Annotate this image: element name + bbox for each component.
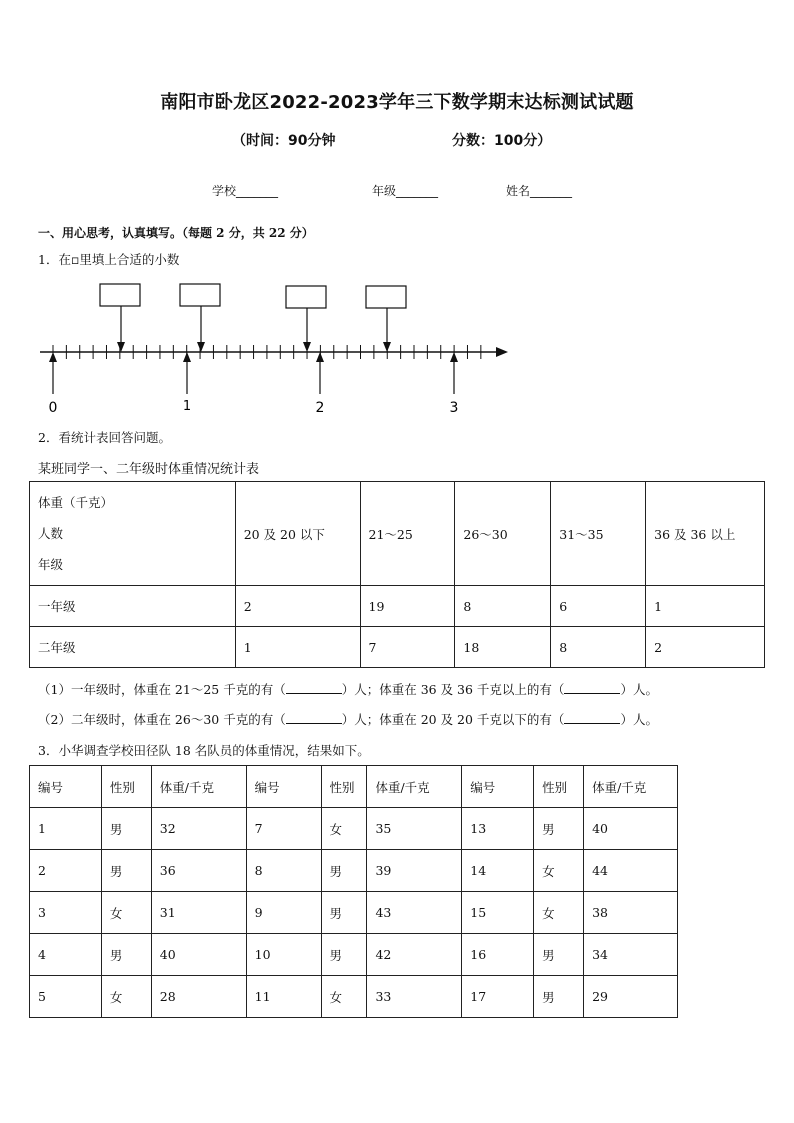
table-cell: 1 (646, 586, 765, 627)
column-header: 26～30 (455, 482, 551, 586)
section-heading: 一、用心思考，认真填写。（每题 2 分，共 22 分） (38, 226, 314, 240)
column-header: 21～25 (360, 482, 455, 586)
table-row (30, 934, 678, 976)
question-2: 2．看统计表回答问题。 (38, 430, 171, 445)
column-header: 体重/千克 (151, 766, 246, 808)
axis-label-0: 0 (48, 400, 58, 416)
table-cell: 女 (534, 850, 584, 892)
page-title: 南阳市卧龙区2022-2023学年三下数学期末达标测试试题 (160, 92, 634, 113)
table-cell: 44 (584, 850, 678, 892)
table-cell: 女 (101, 976, 151, 1018)
table-cell: 1 (30, 808, 102, 850)
table-cell: 8 (246, 850, 321, 892)
table-cell: 28 (151, 976, 246, 1018)
column-header: 性别 (321, 766, 367, 808)
table-header-row (30, 766, 678, 808)
table-cell: 2 (646, 627, 765, 668)
table-cell: 18 (455, 627, 551, 668)
axis-label-1: 1 (182, 399, 192, 414)
column-header: 31～35 (551, 482, 646, 586)
table-cell: 19 (360, 586, 455, 627)
table-cell: 34 (584, 934, 678, 976)
table-cell: 36 (151, 850, 246, 892)
table-cell: 5 (30, 976, 102, 1018)
school-field[interactable]: 学校_______ (212, 184, 279, 198)
table-cell: 男 (534, 976, 584, 1018)
answer-blank[interactable] (286, 711, 342, 724)
table-cell: 男 (101, 850, 151, 892)
column-header: 20 及 20 以下 (235, 482, 360, 586)
table-cell: 10 (246, 934, 321, 976)
marker-0 (49, 352, 57, 394)
table-cell: 7 (246, 808, 321, 850)
column-header: 体重/千克 (584, 766, 678, 808)
table-cell: 6 (551, 586, 646, 627)
table-cell: 女 (321, 976, 367, 1018)
table-cell: 11 (246, 976, 321, 1018)
question-1: 1．在▫里填上合适的小数 (38, 252, 180, 267)
table-cell: 8 (455, 586, 551, 627)
weight-stats-table (29, 481, 765, 668)
table-cell: 40 (584, 808, 678, 850)
table-cell: 男 (101, 934, 151, 976)
table-cell: 13 (462, 808, 534, 850)
table-cell: 女 (101, 892, 151, 934)
table-cell: 男 (534, 808, 584, 850)
table-row (30, 627, 765, 668)
column-header: 性别 (101, 766, 151, 808)
axis-label-2: 2 (315, 400, 325, 416)
number-line-figure (30, 278, 520, 418)
table-cell: 43 (367, 892, 462, 934)
table-row (30, 850, 678, 892)
marker-2 (316, 352, 324, 394)
answer-blank[interactable] (286, 681, 342, 694)
table-cell: 3 (30, 892, 102, 934)
table-cell: 14 (462, 850, 534, 892)
table-row (30, 808, 678, 850)
table-cell: 29 (584, 976, 678, 1018)
answer-blank[interactable] (564, 711, 620, 724)
table-row (30, 976, 678, 1018)
name-field[interactable]: 姓名_______ (506, 184, 573, 198)
table-cell: 2 (30, 850, 102, 892)
table-cell: 男 (321, 892, 367, 934)
answer-box-1[interactable] (100, 284, 140, 352)
table-cell: 男 (321, 934, 367, 976)
team-weight-table (29, 765, 678, 1018)
answer-blank[interactable] (564, 681, 620, 694)
table-1-caption: 某班同学一、二年级时体重情况统计表 (38, 462, 260, 477)
column-header: 编号 (462, 766, 534, 808)
axis-label-3: 3 (449, 400, 459, 416)
grade-field[interactable]: 年级_______ (372, 184, 439, 198)
table-cell: 女 (534, 892, 584, 934)
table-cell: 4 (30, 934, 102, 976)
table-cell: 31 (151, 892, 246, 934)
table-cell: 17 (462, 976, 534, 1018)
column-header: 编号 (246, 766, 321, 808)
answer-box-2[interactable] (180, 284, 220, 352)
table-cell: 1 (235, 627, 360, 668)
answer-box-4[interactable] (366, 286, 406, 352)
row-label: 一年级 (30, 586, 236, 627)
marker-1 (183, 352, 191, 394)
table-cell: 9 (246, 892, 321, 934)
table-cell: 男 (534, 934, 584, 976)
answer-box-3[interactable] (286, 286, 326, 352)
marker-3 (450, 352, 458, 394)
table-cell: 2 (235, 586, 360, 627)
column-header: 编号 (30, 766, 102, 808)
diagonal-header-cell (30, 482, 236, 586)
table-cell: 男 (101, 808, 151, 850)
row-label: 二年级 (30, 627, 236, 668)
table-cell: 39 (367, 850, 462, 892)
question-3: 3．小华调查学校田径队 18 名队员的体重情况，结果如下。 (38, 743, 370, 758)
column-header: 36 及 36 以上 (646, 482, 765, 586)
header-grade: 年级 (38, 557, 64, 572)
table-cell: 8 (551, 627, 646, 668)
table-cell: 15 (462, 892, 534, 934)
column-header: 性别 (534, 766, 584, 808)
table-cell: 35 (367, 808, 462, 850)
exam-score: 分数：100分） (452, 133, 552, 149)
table-cell: 32 (151, 808, 246, 850)
header-weight: 体重（千克） (38, 495, 114, 510)
table-cell: 7 (360, 627, 455, 668)
table-cell: 40 (151, 934, 246, 976)
table-cell: 42 (367, 934, 462, 976)
table-cell: 33 (367, 976, 462, 1018)
table-row (30, 586, 765, 627)
header-count: 人数 (38, 526, 64, 541)
table-header-row (30, 482, 765, 586)
sub-question-2: （2）二年级时，体重在 26～30 千克的有（ ）人；体重在 20 及 20 千克以下的有（ ）人。 (38, 712, 658, 727)
sub-question-1: （1）一年级时，体重在 21～25 千克的有（ ）人；体重在 36 及 36 千克以上的有（ ）人。 (38, 682, 658, 697)
table-row (30, 892, 678, 934)
exam-time: （时间：90分钟 (232, 133, 336, 149)
table-cell: 38 (584, 892, 678, 934)
table-cell: 女 (321, 808, 367, 850)
axis-arrowhead (496, 347, 508, 357)
table-cell: 16 (462, 934, 534, 976)
table-cell: 男 (321, 850, 367, 892)
column-header: 体重/千克 (367, 766, 462, 808)
